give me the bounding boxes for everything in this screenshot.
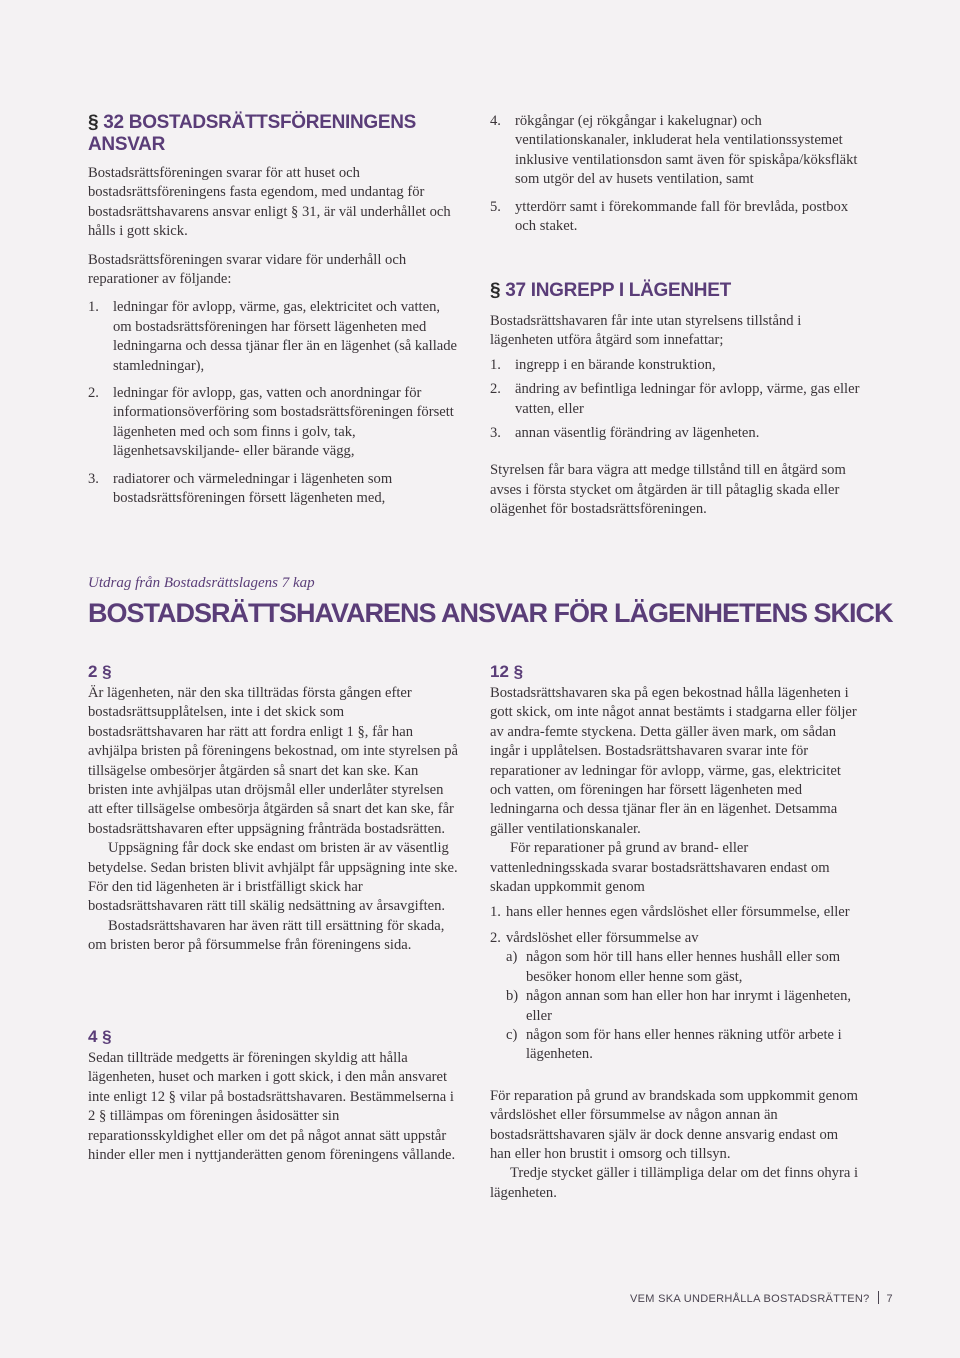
list-item: a) någon som hör till hans eller hennes hushåll eller som besöker honom eller henne som gäst,: [506, 949, 841, 985]
paragraph-12-heading: 12 §: [490, 662, 524, 681]
section-32-list: [88, 298, 460, 508]
section-32-heading: [88, 112, 460, 156]
page-footer: [630, 1291, 893, 1305]
excerpt-title: BOSTADSRÄTTSHAVARENS ANSVAR FÖR LÄGENHETENS SKICK: [88, 598, 893, 628]
section-sign: §: [88, 112, 99, 133]
section-37-paragraph-2: Styrelsen får bara vägra att medge tillstånd till en åtgärd som avses i första stycket om åtgärden är till påtaglig skada eller olägenhet för bostadsrättsföreningen.: [490, 462, 846, 518]
list-item: 2. vårdslöshet eller försummelse av: [490, 929, 699, 946]
list-item: 1. ledningar för avlopp, värme, gas, elektricitet och vatten, om bostadsrättsföreningen har försett lägenheten med ledningarna och dessa tjänar fler än en lägenhet (så kallade stamledningar),: [88, 299, 458, 374]
footer-divider: [878, 1291, 879, 1304]
section-32: [88, 112, 460, 509]
page-number: 7: [886, 1293, 893, 1305]
list-item: 2. ledningar för avlopp, gas, vatten och anordningar för informationsöverföring som bostadsrättsföreningen försett lägenheten med och som finns i golv, tak, lägenhetsavskiljande- eller bärande vägg,: [88, 385, 454, 460]
paragraph-4-text-1: Sedan tillträde medgetts är föreningen skyldig att hålla lägenheten, huset och marken i gott skick, i den mån ansvaret inte enligt 12 § vilar på bostadsrättshavaren. Bestämmelserna i 2 § tillämpas om föreningen åsidosätter sin reparationsskyldighet eller om det på något annat sätt uppstår hinder eller men i nyttjanderätten genom föreningens vållande.: [88, 1050, 456, 1164]
paragraph-12-text-2: För reparationer på grund av brand- eller vattenledningsskada svarar bostadsrättshavaren endast om skadan uppkommit genom: [490, 840, 830, 896]
paragraph-2-heading: 2 §: [88, 662, 112, 681]
list-item: 1. ingrepp i en bärande konstruktion,: [490, 356, 716, 373]
list-item: 3. radiatorer och värmeledningar i lägenheten som bostadsrättsföreningen försett lägenheten med,: [88, 470, 393, 507]
paragraph-12-text-1: Bostadsrättshavaren ska på egen bekostnad hålla lägenheten i gott skick, om inte något annat bestämts i stadgarna eller följer av andra-femte styckena. Detta gäller även mark, om sådan ingår i upplåtelsen. Bostadsrättshavaren svarar inte för reparationer av ledningar för avlopp, värme, gas, elektricitet och vatten, om föreningen har försett lägenheten med ledningarna och dessa tjänar fler än en lägenhet. Detsamma gäller ventilationskanaler.: [490, 685, 857, 837]
section-37-list: [490, 356, 862, 444]
section-32-list-continued: [490, 112, 862, 236]
section-37-heading: [490, 280, 862, 302]
list-item: 5. ytterdörr samt i förekommande fall för brevlåda, postbox och staket.: [490, 198, 849, 235]
list-item: 3. annan väsentlig förändring av lägenheten.: [490, 425, 760, 442]
paragraph-2: [88, 662, 460, 956]
paragraph-2-text-3: Bostadsrättshavaren har även rätt till ersättning för skada, om bristen beror på försummelse från föreningens sida.: [88, 917, 445, 954]
section-32-paragraph-1: Bostadsrättsföreningen svarar för att huset och bostadsrättsföreningens fasta egendom, med undantag för bostadsrättshavarens ansvar enligt § 31, är väl underhållet och hålls i gott skick.: [88, 165, 451, 240]
paragraph-12: [490, 662, 862, 1203]
section-37: [490, 280, 862, 520]
list-item: c) någon som för hans eller hennes räkning utför arbete i lägenheten.: [506, 1026, 842, 1063]
section-37-paragraph-1: Bostadsrättshavaren får inte utan styrelsens tillstånd i lägenheten utföra åtgärd som innefattar;: [490, 313, 802, 349]
excerpt-kicker: Utdrag från Bostadsrättslagens 7 kap: [88, 575, 315, 591]
section-32-paragraph-2: Bostadsrättsföreningen svarar vidare för underhåll och reparationer av följande:: [88, 251, 407, 288]
paragraph-12-text-4: Tredje stycket gäller i tillämpliga delar om det finns ohyra i lägenheten.: [490, 1165, 859, 1201]
paragraph-2-text-2: Uppsägning får dock ske endast om bristen är av väsentlig betydelse. Sedan bristen blivit avhjälpt får uppsägning inte ske. För den tid lägenheten är i bristfälligt skick har bostadsrättshavaren rätt till skälig nedsättning av årsavgiften.: [88, 840, 458, 915]
section-32-continued: [490, 112, 862, 236]
list-item: b) någon annan som han eller hon har inrymt i lägenheten, eller: [506, 988, 852, 1024]
paragraph-12-sublist: [506, 948, 862, 1064]
footer-label: VEM SKA UNDERHÅLLA BOSTADSRÄTTEN?: [630, 1293, 870, 1305]
paragraph-12-list: [490, 903, 862, 948]
list-item: 4. rökgångar (ej rökgångar i kakelugnar) och ventilationskanaler, inkluderat hela ventilationssystemet inklusive ventilationsdon samt även för spiskåpa/köksfläkt som utgör del av husets ventilation, samt: [490, 113, 858, 188]
paragraph-4-heading: 4 §: [88, 1027, 112, 1046]
list-item: 2. ändring av befintliga ledningar för avlopp, värme, gas eller vatten, eller: [490, 381, 860, 417]
section-37-title: 37 INGREPP I LÄGENHET: [505, 280, 731, 301]
paragraph-12-text-3: För reparation på grund av brandskada som uppkommit genom vårdslöshet eller försummelse av någon annan än bostadsrättshavaren själv är dock denne ansvarig endast om han eller hon brustit i omsorg och tillsyn.: [490, 1087, 859, 1162]
paragraph-4: [88, 1027, 460, 1165]
list-item: 1. hans eller hennes egen vårdslöshet eller försummelse, eller: [490, 904, 850, 921]
section-32-title: 32 BOSTADSRÄTTSFÖRENINGENS ANSVAR: [88, 112, 417, 155]
section-sign: §: [490, 280, 501, 301]
paragraph-2-text-1: Är lägenheten, när den ska tillträdas första gången efter bostadsrättsupplåtelsen, inte i det skick som bostadsrättshavaren har rätt att fordra enligt 1 §, får han avhjälpa bristen på föreningens bekostnad, om inte styrelsen på tillsägelse ombesörjer åtgärden så snart det kan ske. Kan bristen inte avhjälpas utan dröjsmål eller underlåter styrelsen att efter tillsägelse ombesörja åtgärden så snart det kan ske, får bostadsrättshavaren efter uppsägning frånträda bostadsrätten.: [88, 685, 459, 837]
